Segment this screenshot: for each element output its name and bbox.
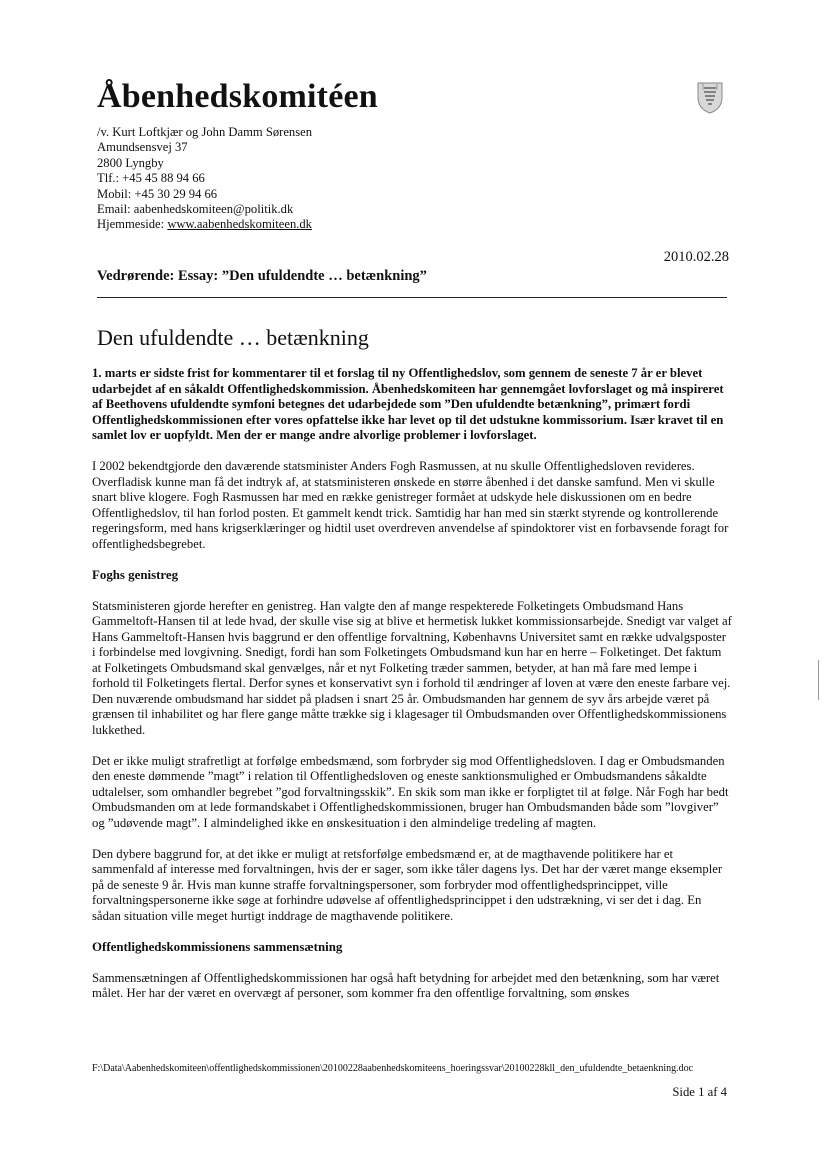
body-paragraph: Sammensætningen af Offentlighedskommissionen har også haft betydning for arbejdet med den betænkning, som har været målet. Her har der været en overvægt af personer, som kommer fra den offentlige forvaltning, som ønskes <box>92 970 720 1000</box>
footer-file-path: F:\Data\Aabenhedskomiteen\offentlighedskommissionen\20100228aabenhedskomiteens_hoeringssvar\20100228kll_den_ufuldendte_betaenkning.doc <box>92 1063 694 1074</box>
contact-line: 2800 Lyngby <box>97 155 164 170</box>
contact-line: Email: aabenhedskomiteen@politik.dk <box>97 202 294 217</box>
page-number: Side 1 af 4 <box>672 1085 727 1099</box>
intro-paragraph: 1. marts er sidste frist for kommentarer til et forslag til ny Offentlighedslov, som gennem de seneste 7 år er blevet udarbejdet af en såkaldt Offentlighedskommission. Åbenhedskomiteen har gennemgået lovforslaget og må inspireret af Beethovens ufuldendte symfoni betegnes det udarbejdede som ”Den ufuldendte betænkning”, primært fordi Offentlighedskommissionen efter vores opfattelse ikke har levet op til det udstukne kommissorium. Især kravet til en samlet lov er uopfyldt. Men der er mange andre alvorlige problemer i lovforslaget. <box>92 366 724 442</box>
homepage-line <box>97 217 312 232</box>
crest-icon <box>695 80 725 114</box>
divider <box>97 297 727 298</box>
subject-line: Vedrørende: Essay: ”Den ufuldendte … betænkning” <box>97 268 427 284</box>
body-paragraph: Det er ikke muligt strafretligt at forfølge embedsmænd, som forbryder sig mod Offentlighedsloven. I dag er Ombudsmanden den eneste dømmende ”magt” i relation til Offentlighedsloven og eneste sanktionsmulighed er Ombudsmandens såkaldte udtalelser, som omhandler begrebet ”god forvaltningsskik”. En skik som man ikke er forpligtet til at følge. Når Fogh har bedt Ombudsmanden om at lede formandskabet i Offentlighedskommissionen, bruger han Ombudsmanden både som ”lovgiver” og ”udøvende magt”. I almindelighed ikke en ønskesituation i den almindelige tredeling af magten. <box>92 753 729 830</box>
section-heading: Offentlighedskommissionens sammensætning <box>92 939 343 954</box>
homepage-link[interactable]: www.aabenhedskomiteen.dk <box>167 217 312 232</box>
section-heading: Foghs genistreg <box>92 567 179 582</box>
homepage-label: Hjemmeside: <box>97 217 168 232</box>
letter-date: 2010.02.28 <box>663 249 729 265</box>
body-paragraph: I 2002 bekendtgjorde den daværende statsminister Anders Fogh Rasmussen, at nu skulle Offentlighedsloven revideres. Overfladisk kunne man få det indtryk af, at statsministeren ønskede en større åbenhed i det danske samfund. Men vi skulle snart blive klogere. Fogh Rasmussen har med en række genistreger formået at udskyde hele diskussionen om en bedre Offentlighedslov, til han forlod posten. Et gammelt kendt trick. Samtidig har han med sin stærkt styrende og kontrollerende regeringsform, med hans krigserklæringer og hidtil uset overdreven anvendelse af spindoktorer vist en forbavsende foragt for offentlighedsbegrebet. <box>92 459 729 551</box>
scan-mark <box>818 660 819 700</box>
contact-line: Amundsensvej 37 <box>97 140 188 155</box>
document-body <box>92 366 732 1017</box>
contact-line: Mobil: +45 30 29 94 66 <box>97 186 218 201</box>
document-heading: Den ufuldendte … betænkning <box>97 325 369 350</box>
organization-title: Åbenhedskomitéen <box>97 78 378 115</box>
body-paragraph: Den dybere baggrund for, at det ikke er muligt at retsforfølge embedsmænd er, at de magthavende politikere har et sammenfald af interesse med forvaltningen, hvis der er sager, som ikke tåler dagens lys. Det har der været mange eksempler på de seneste 9 år. Hvis man kunne straffe forvaltningspersoner, som forbryder mod offentlighedsprincippet, ville forvaltningspersonerne ikke søge at forhindre udøvelse af offentlighedsprincippet i den udstrækning, vi ser det i dag. En sådan situation ville meget hurtigt inddrage de magthavende politikere. <box>92 846 723 923</box>
body-paragraph: Statsministeren gjorde herefter en genistreg. Han valgte den af mange respekterede Folketingets Ombudsmand Hans Gammeltoft-Hansen til at lede hvad, der skulle vise sig at blive et hermetisk lukket kommissionsarbejde. Snedigt var valget af Hans Gammeltoft-Hansen hvis baggrund er den offentlige forvaltning, Københavns Universitet samt en række udvalgsposter i forbindelse med lovgivning. Snedigt, fordi han som Folketingets Ombudsmand kun har en herre – Folketinget. Det faktum at Folketingets Ombudsmand skal genvælges, når et nyt Folketing træder sammen, betyder, at han må fare med lempe i forhold til Folketingets flertal. Derfor synes et konservativt syn i forhold til ændringer af loven at være den eneste farbare vej. Den nuværende ombudsmand har siddet på pladsen i snart 25 år. Ombudsmanden har gennem de syv års arbejde været på grænsen til inhabilitet og har flere gange måtte trække sig i klagesager til Ombudsmanden over Offentlighedskommissionens lukkethed. <box>92 598 732 737</box>
contact-block <box>97 125 312 233</box>
contact-line: Tlf.: +45 45 88 94 66 <box>97 171 205 186</box>
contact-line: /v. Kurt Loftkjær og John Damm Sørensen <box>97 125 313 139</box>
